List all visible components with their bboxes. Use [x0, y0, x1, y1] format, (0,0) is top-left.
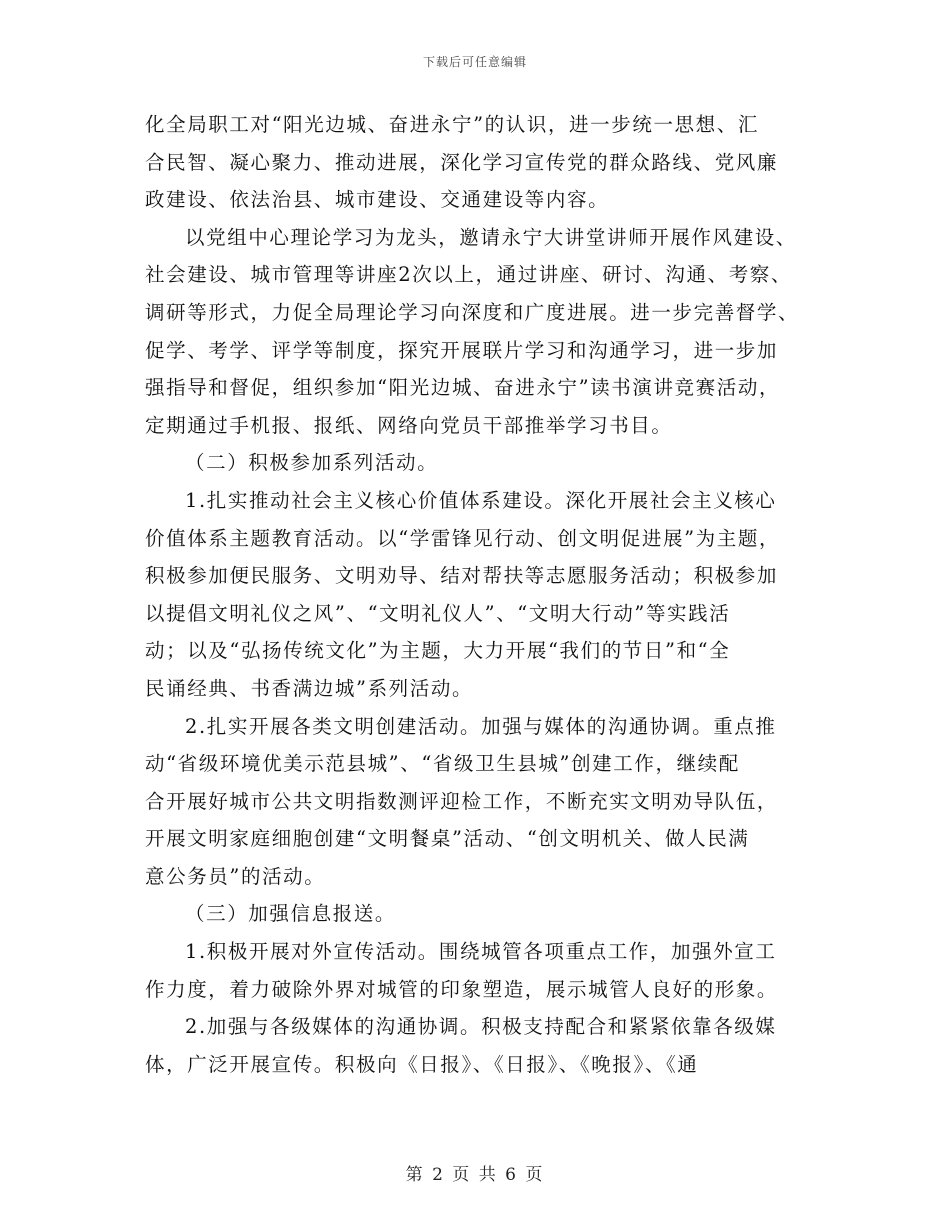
text-line: 强指导和督促，组织参加“阳光边城、奋进永宁”读书演讲竞赛活动， — [145, 376, 781, 400]
text-line: 积极参加便民服务、文明劝导、结对帮扶等志愿服务活动；积极参加 — [145, 564, 779, 588]
text-line: 动“省级环境优美示范县城”、“省级卫生县城”创建工作，继续配 — [145, 752, 740, 776]
text-line: 动；以及“弘扬传统文化”为主题，大力开展“我们的节日”和“全 — [145, 639, 731, 663]
text-line: 意公务员”的活动。 — [145, 864, 326, 888]
paragraph-start: 2.加强与各级媒体的沟通协调。积极支持配合和紧紧依靠各级媒 — [185, 1015, 777, 1039]
section-heading: （二）积极参加系列活动。 — [185, 451, 439, 475]
page-number-footer: 第 2 页 共 6 页 — [405, 1165, 545, 1185]
text-line: 作力度，着力破除外界对城管的印象塑造，展示城管人良好的形象。 — [145, 977, 779, 1001]
text-line: 体，广泛开展宣传。积极向《日报》、《日报》、《晚报》、《通 — [145, 1052, 699, 1076]
text-line: 民诵经典、书香满边城”系列活动。 — [145, 676, 474, 700]
paragraph-start: 以党组中心理论学习为龙头，邀请永宁大讲堂讲师开展作风建设、 — [185, 225, 797, 249]
text-line: 价值体系主题教育活动。以“学雷锋见行动、创文明促进展”为主题， — [145, 526, 781, 550]
header-note: 下载后可任意编辑 — [422, 55, 527, 69]
text-line: 定期通过手机报、报纸、网络向党员干部推举学习书目。 — [145, 413, 673, 437]
paragraph-start: 1.扎实推动社会主义核心价值体系建设。深化开展社会主义核心 — [185, 488, 777, 512]
text-line: 政建设、依法治县、城市建设、交通建设等内容。 — [145, 188, 610, 212]
text-line: 调研等形式，力促全局理论学习向深度和广度进展。进一步完善督学、 — [145, 300, 800, 324]
document-body — [145, 106, 810, 1083]
text-line: 合开展好城市公共文明指数测评迎检工作，不断充实文明劝导队伍， — [145, 789, 779, 813]
paragraph-start: 1.积极开展对外宣传活动。围绕城管各项重点工作，加强外宣工 — [185, 940, 777, 964]
text-line: 社会建设、城市管理等讲座2次以上，通过讲座、研讨、沟通、考察、 — [145, 263, 793, 287]
text-line: 促学、考学、评学等制度，探究开展联片学习和沟通学习，进一步加 — [145, 338, 779, 362]
text-line: 化全局职工对“阳光边城、奋进永宁”的认识，进一步统一思想、汇 — [145, 113, 759, 136]
paragraph-start: 2.扎实开展各类文明创建活动。加强与媒体的沟通协调。重点推 — [185, 714, 777, 738]
text-line: 开展文明家庭细胞创建“文明餐桌”活动、“创文明机关、做人民满 — [145, 827, 750, 851]
text-line: 以提倡文明礼仪之风”、“文明礼仪人”、“文明大行动”等实践活 — [145, 601, 731, 625]
section-heading: （三）加强信息报送。 — [185, 902, 397, 926]
text-line: 合民智、凝心聚力、推动进展，深化学习宣传党的群众路线、党风廉 — [145, 150, 779, 174]
